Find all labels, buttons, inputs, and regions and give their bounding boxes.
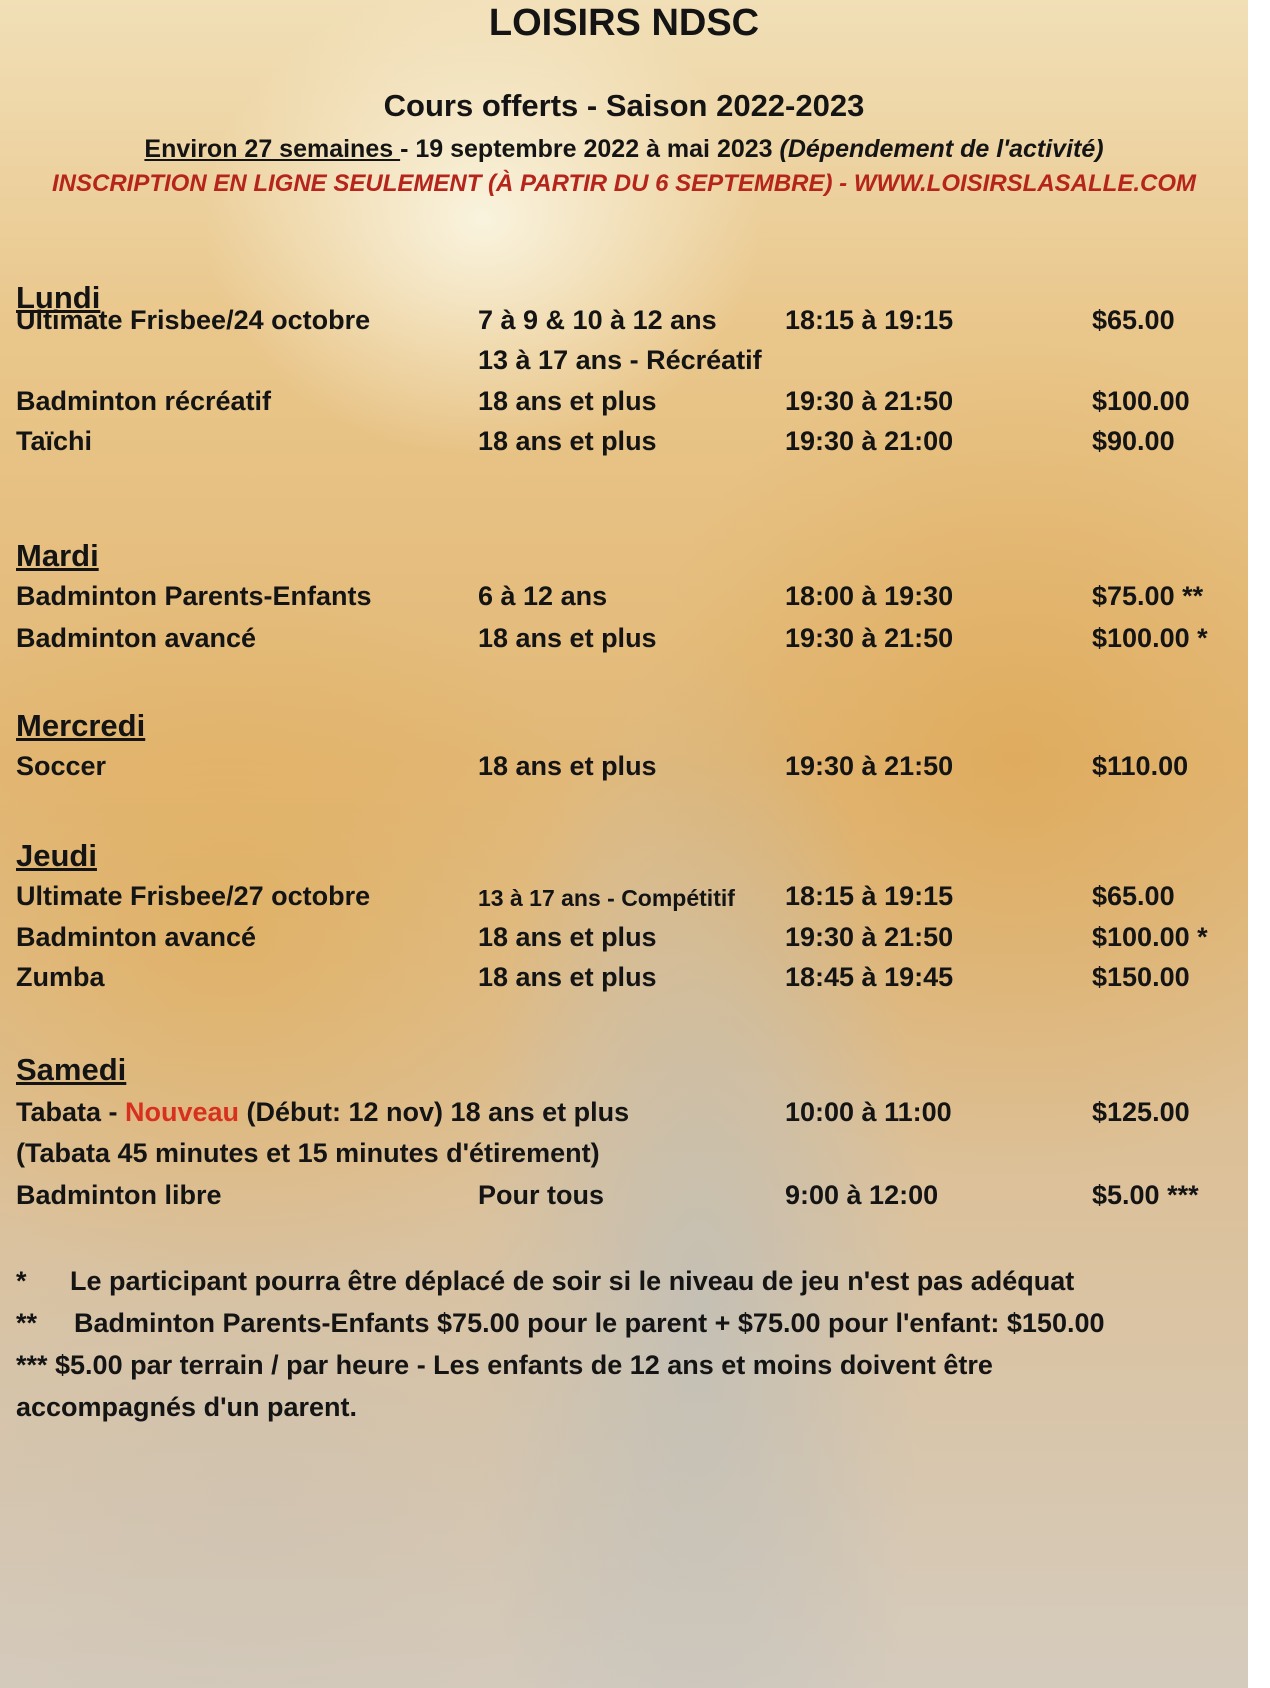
period-note: (Dépendement de l'activité) — [779, 135, 1104, 163]
time-slot: 9:00 à 12:00 — [785, 1180, 939, 1210]
age-group: 18 ans et plus — [478, 962, 657, 992]
price: $65.00 — [1092, 305, 1175, 335]
age-group: 13 à 17 ans - Récréatif — [478, 345, 762, 375]
age-group: Pour tous — [478, 1180, 604, 1210]
tabata-suffix: (Début: 12 nov) 18 ans et plus — [239, 1097, 630, 1127]
footnote-3-line1: *** $5.00 par terrain / par heure - Les enfants de 12 ans et moins doivent être — [16, 1350, 993, 1380]
activity-name: Badminton Parents-Enfants — [16, 581, 372, 611]
time-slot: 18:00 à 19:30 — [785, 581, 954, 611]
tabata-detail: (Tabata 45 minutes et 15 minutes d'étirement) — [16, 1138, 600, 1168]
schedule-row — [0, 386, 1248, 422]
footnote-mark: * — [16, 1266, 27, 1296]
page-subtitle: Cours offerts - Saison 2022-2023 — [383, 88, 865, 123]
activity-name: Zumba — [16, 962, 105, 992]
tabata-detail-row — [0, 1138, 1248, 1174]
schedule-row — [0, 962, 1248, 998]
price: $100.00 * — [1092, 623, 1208, 653]
price: $75.00 ** — [1092, 581, 1204, 611]
day-heading-lundi: Lundi — [16, 280, 101, 315]
price: $100.00 — [1092, 386, 1190, 416]
schedule-row — [0, 623, 1248, 659]
activity-name: Badminton avancé — [16, 922, 257, 952]
period-duration: Environ 27 semaines — [144, 135, 401, 163]
schedule-row — [0, 751, 1248, 787]
price: $110.00 — [1092, 751, 1189, 781]
activity-name: Badminton libre — [16, 1180, 222, 1210]
time-slot: 19:30 à 21:50 — [785, 751, 954, 781]
tabata-activity — [16, 1097, 629, 1128]
day-heading-mardi: Mardi — [16, 538, 99, 573]
schedule-row — [0, 426, 1248, 462]
schedule-row — [0, 881, 1248, 917]
age-group: 6 à 12 ans — [478, 581, 608, 611]
footnote-3-line2: accompagnés d'un parent. — [16, 1392, 357, 1422]
time-slot: 18:45 à 19:45 — [785, 962, 954, 992]
footnote-text: Le participant pourra être déplacé de soir si le niveau de jeu n'est pas adéquat — [70, 1266, 1075, 1296]
time-slot: 19:30 à 21:00 — [785, 426, 954, 456]
time-slot: 19:30 à 21:50 — [785, 922, 954, 952]
page-margin-strip — [1248, 0, 1270, 1688]
day-heading-samedi: Samedi — [16, 1052, 127, 1087]
footnote-2 — [16, 1308, 1105, 1339]
time-slot: 19:30 à 21:50 — [785, 386, 954, 416]
time-slot: 19:30 à 21:50 — [785, 623, 954, 653]
season-period — [0, 135, 1248, 164]
activity-name: Taïchi — [16, 426, 93, 456]
period-dates: - 19 septembre 2022 à mai 2023 — [400, 135, 780, 163]
page-title: LOISIRS NDSC — [488, 2, 760, 44]
age-group: 18 ans et plus — [478, 751, 657, 781]
schedule-row — [0, 305, 1248, 341]
registration-notice: INSCRIPTION EN LIGNE SEULEMENT (À PARTIR DU 6 SEPTEMBRE) - WWW.LOISIRSLASALLE.COM — [51, 170, 1196, 197]
age-group: 13 à 17 ans - Compétitif — [478, 885, 735, 911]
tabata-prefix: Tabata - — [16, 1097, 126, 1127]
footnote-1 — [16, 1266, 1074, 1297]
schedule-row — [0, 922, 1248, 958]
day-heading-mercredi: Mercredi — [16, 708, 146, 743]
time-slot: 10:00 à 11:00 — [785, 1097, 952, 1127]
price: $100.00 * — [1092, 922, 1208, 952]
new-badge: Nouveau — [125, 1097, 240, 1127]
activity-name: Badminton récréatif — [16, 386, 272, 416]
price: $5.00 *** — [1092, 1180, 1199, 1210]
age-group: 18 ans et plus — [478, 386, 657, 416]
schedule-row — [0, 1180, 1248, 1216]
schedule-row — [0, 581, 1248, 617]
footnote-mark: ** — [16, 1308, 38, 1338]
activity-name: Badminton avancé — [16, 623, 257, 653]
age-group: 18 ans et plus — [478, 922, 657, 952]
age-group: 18 ans et plus — [478, 426, 657, 456]
activity-name: Soccer — [16, 751, 107, 781]
price: $90.00 — [1092, 426, 1175, 456]
price: $65.00 — [1092, 881, 1175, 911]
day-heading-jeudi: Jeudi — [16, 838, 97, 873]
age-group: 18 ans et plus — [478, 623, 657, 653]
schedule-row — [0, 345, 1248, 381]
price: $125.00 — [1092, 1097, 1190, 1127]
age-group: 7 à 9 & 10 à 12 ans — [478, 305, 717, 335]
price: $150.00 — [1092, 962, 1190, 992]
footnote-text: Badminton Parents-Enfants $75.00 pour le parent + $75.00 pour l'enfant: $150.00 — [74, 1308, 1105, 1338]
activity-name: Ultimate Frisbee/24 octobre — [16, 305, 371, 335]
time-slot: 18:15 à 19:15 — [785, 305, 954, 335]
schedule-row-tabata — [0, 1097, 1248, 1133]
activity-name: Ultimate Frisbee/27 octobre — [16, 881, 371, 911]
time-slot: 18:15 à 19:15 — [785, 881, 954, 911]
